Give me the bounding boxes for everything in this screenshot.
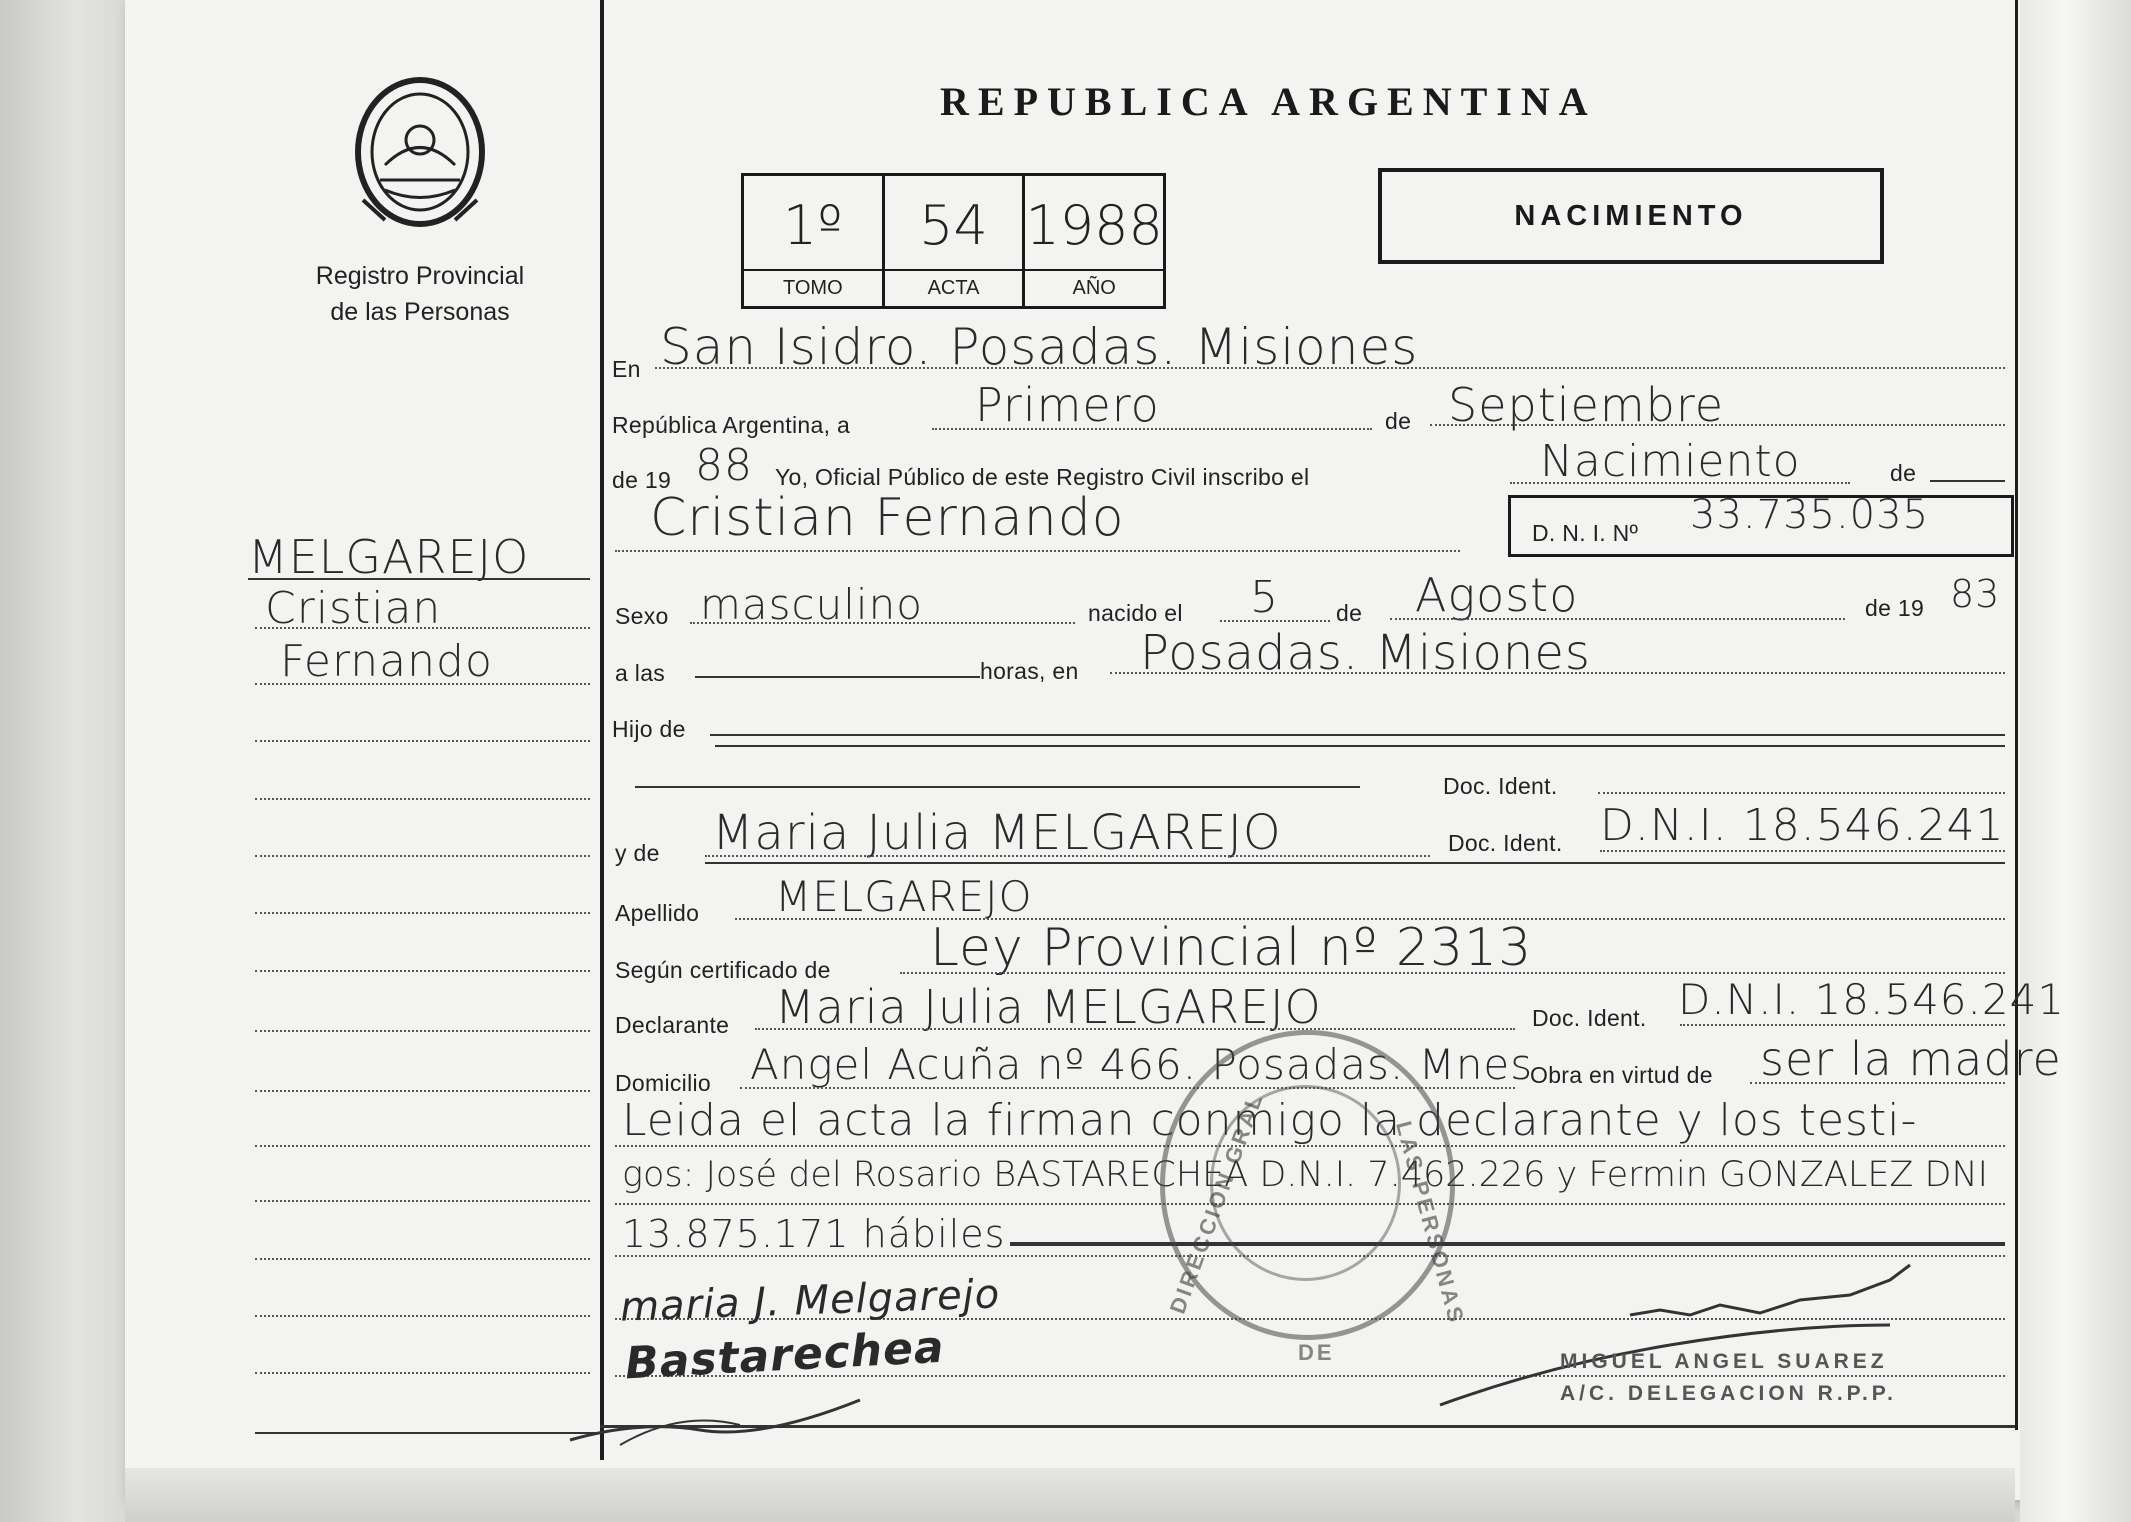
- official-name: MIGUEL ANGEL SUAREZ: [1560, 1350, 1888, 1373]
- obra-label: Obra en virtud de: [1530, 1062, 1713, 1088]
- month-value: Septiembre: [1448, 378, 1725, 432]
- sexo-line: [690, 622, 1075, 624]
- tomo-value: 1º: [782, 194, 843, 257]
- misiones-emblem-icon: [345, 70, 495, 235]
- stamp-ring-left: DIRECCION GRAL: [1164, 1088, 1269, 1317]
- anio-cell: [1025, 176, 1163, 306]
- mother-doc-line: [1600, 850, 2005, 852]
- margin-bottom-line: [255, 1432, 600, 1434]
- hijo-label: Hijo de: [612, 716, 686, 742]
- margin-line: [255, 855, 590, 857]
- segun-label: Según certificado de: [615, 957, 831, 983]
- margin-line: [255, 627, 590, 629]
- mother-line: [705, 855, 1430, 857]
- birth-year: 83: [1950, 572, 2001, 616]
- day-line: [932, 428, 1372, 430]
- inscribo-value: Nacimiento: [1540, 436, 1801, 487]
- alas-label: a las: [615, 660, 666, 686]
- obra-value: ser la madre: [1760, 1032, 2062, 1086]
- signature-witness: Bastarechea: [623, 1321, 946, 1390]
- apellido-value: MELGAREJO: [775, 872, 1033, 921]
- month-line: [1430, 424, 2005, 426]
- domicilio-label: Domicilio: [615, 1070, 711, 1096]
- father-doc-line: [1598, 792, 2005, 794]
- right-border: [2015, 0, 2018, 1430]
- birth-place-line: [1110, 672, 2005, 674]
- left-page-edge: [0, 0, 125, 1522]
- stamp-ring-right: LAS PERSONAS: [1391, 1118, 1470, 1328]
- sheet-bottom-edge: [125, 1468, 2015, 1522]
- birth-day-line: [1220, 620, 1330, 622]
- doc-ident-label: Doc. Ident.: [1443, 773, 1558, 799]
- anio-label: AÑO: [1025, 269, 1163, 300]
- text-line3: 13.875.171 hábiles: [622, 1212, 1006, 1256]
- yde-label: y de: [615, 840, 660, 866]
- right-page-edge: [2020, 0, 2131, 1522]
- father-line: [635, 786, 1360, 788]
- dni-label: D. N. I. Nº: [1532, 520, 1639, 546]
- tomo-label: TOMO: [744, 269, 882, 300]
- margin-line: [255, 1372, 590, 1374]
- margin-line: [255, 1090, 590, 1092]
- registry-table: [741, 173, 1166, 309]
- birth-place: Posadas. Misiones: [1140, 625, 1591, 681]
- dni-value: 33.735.035: [1690, 492, 1930, 538]
- margin-line: [255, 1315, 590, 1317]
- mother-doc: D.N.I. 18.546.241: [1600, 800, 2005, 851]
- en-label: En: [612, 356, 641, 382]
- yo-label: Yo, Oficial Público de este Registro Civil inscribo el: [775, 464, 1310, 490]
- birth-month-line: [1390, 618, 1845, 620]
- name-value: Cristian Fernando: [650, 488, 1125, 548]
- de-label3: de: [1336, 600, 1363, 626]
- margin-name1: Cristian: [265, 583, 442, 634]
- official-title: A/C. DELEGACION R.P.P.: [1560, 1382, 1897, 1405]
- organization-name: [280, 258, 560, 330]
- inscribo-line: [1510, 482, 1850, 484]
- text-line1: Leida el acta la firman conmigo la declarante y los testi-: [622, 1095, 1918, 1146]
- organization-line1: Registro Provincial: [315, 262, 525, 290]
- mother-name: Maria Julia MELGAREJO: [712, 805, 1282, 861]
- de-line2: [1930, 480, 2005, 482]
- margin-line: [255, 740, 590, 742]
- domicilio-value: Angel Acuña nº 466. Posadas. Mnes: [750, 1040, 1534, 1089]
- acta-value: 54: [919, 194, 988, 257]
- act-type-box: NACIMIENTO: [1378, 168, 1884, 264]
- margin-surname-line: [248, 578, 590, 580]
- doc-ident-label3: Doc. Ident.: [1532, 1005, 1647, 1031]
- segun-value: Ley Provincial nº 2313: [930, 918, 1533, 978]
- stamp-center: DE: [1298, 1340, 1335, 1365]
- acta-cell: [885, 176, 1026, 306]
- hijo-line-2: [715, 745, 2005, 747]
- margin-name2: Fernando: [280, 636, 493, 687]
- acta-label: ACTA: [885, 269, 1023, 300]
- declarante-doc-line: [1680, 1024, 2005, 1026]
- anio-value: 1988: [1025, 194, 1163, 257]
- margin-line: [255, 1030, 590, 1032]
- republica-label: República Argentina, a: [612, 412, 851, 438]
- en-value: San Isidro. Posadas. Misiones: [660, 318, 1419, 376]
- day-value: Primero: [975, 378, 1160, 432]
- doc-ident-label2: Doc. Ident.: [1448, 830, 1563, 856]
- birth-month: Agosto: [1415, 568, 1579, 622]
- de19-label2: de 19: [1865, 595, 1925, 621]
- margin-line: [255, 970, 590, 972]
- margin-line: [255, 912, 590, 914]
- alas-line: [695, 676, 980, 678]
- margin-surname: MELGAREJO: [248, 530, 530, 584]
- divider-vertical: [600, 0, 604, 1460]
- segun-line: [900, 972, 2005, 974]
- country-title: REPUBLICA ARGENTINA: [940, 79, 1597, 124]
- text-line3-rule: [1010, 1242, 2005, 1246]
- signature-declarante: maria J. Melgarejo: [619, 1271, 1001, 1331]
- text-line2: gos: José del Rosario BASTARECHEA D.N.I. 7.462.226 y Fermin GONZALEZ DNI: [622, 1155, 1988, 1195]
- declarante-line: [755, 1028, 1515, 1030]
- apellido-label: Apellido: [615, 900, 700, 926]
- year-value: 88: [695, 440, 753, 491]
- birth-day: 5: [1250, 572, 1279, 623]
- mother-underline: [705, 862, 2005, 864]
- margin-line: [255, 1200, 590, 1202]
- signature-scribble-icon: [560, 1360, 880, 1450]
- de19-label: de 19: [612, 467, 672, 493]
- en-line: [655, 367, 2005, 369]
- tomo-cell: [744, 176, 885, 306]
- declarante-doc: D.N.I. 18.546.241: [1678, 975, 2066, 1024]
- hijo-line: [710, 734, 2005, 736]
- name-line: [615, 550, 1460, 552]
- sexo-value: masculino: [700, 580, 923, 629]
- organization-line2: de las Personas: [330, 298, 510, 326]
- margin-line: [255, 1258, 590, 1260]
- declarante-label: Declarante: [615, 1012, 730, 1038]
- declarante-value: Maria Julia MELGAREJO: [775, 980, 1322, 1034]
- margin-line: [255, 683, 590, 685]
- margin-line: [255, 1145, 590, 1147]
- margin-line: [255, 798, 590, 800]
- horas-label: horas, en: [980, 658, 1079, 684]
- de-label: de: [1385, 408, 1412, 434]
- sexo-label: Sexo: [615, 603, 669, 629]
- de-label2: de: [1890, 460, 1917, 486]
- obra-line: [1750, 1082, 2005, 1084]
- nacido-label: nacido el: [1088, 600, 1183, 626]
